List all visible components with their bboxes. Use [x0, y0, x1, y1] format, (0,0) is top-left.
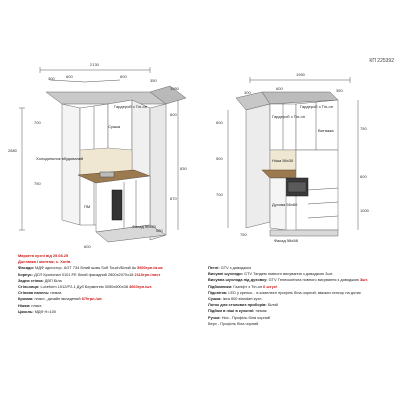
r-label-facade: Фасад 58х58	[274, 238, 298, 243]
right-value: GTV Тандем повного висування з доводжою 3шт.	[244, 271, 333, 277]
l-dim-side-a: 750	[34, 181, 41, 186]
left-key: Стільниця:	[18, 284, 41, 290]
l-label-wardrobe: Гардероб з Тіп-он	[114, 104, 147, 109]
left-value: пласт., дизайн вкладений	[34, 296, 81, 302]
l-dim-total-height: 2880	[8, 148, 17, 153]
left-value: Luxeform L512/P2-1 Дуб Бермінгем 3050х600х38	[40, 284, 128, 290]
spec-title-2: Доставка і монтаж: с. Хотів	[18, 259, 71, 265]
right-value: немає	[255, 308, 267, 314]
left-price: 5800грн./м.кв	[136, 265, 163, 271]
r-dim-top-width: 1950	[296, 72, 305, 77]
left-key: Задня стінка:	[18, 277, 45, 283]
right-key: Висувні шухляди:	[208, 271, 245, 277]
right-key: Петлі:	[208, 265, 221, 270]
right-key: Підйом в ніші в кухонні:	[208, 308, 256, 314]
r-dim-right-width: 350	[336, 88, 343, 93]
r-label-wardrobe-left: Гардероб з Тіп-он	[272, 114, 305, 119]
right-highlight: 6 штук!	[262, 283, 278, 289]
l-dim-upper-gap: 600	[66, 74, 73, 79]
r-dim-h4: 750	[360, 126, 367, 131]
r-label-oven-niche: Ніша 56х30	[272, 158, 294, 163]
l-dim-bottom-right: 580	[156, 228, 163, 233]
l-label-dryer: Сушка	[108, 124, 121, 129]
left-row	[18, 309, 198, 315]
r-dim-depth-b: 1000	[360, 208, 369, 213]
right-row	[208, 321, 398, 327]
right-value: Газліфт з Тіп-он	[233, 283, 263, 289]
l-label-fridge: Холодильник вбудований	[36, 156, 84, 161]
l-dim-upper-right-depth: 350	[150, 78, 157, 83]
left-key: Стінова панель:	[18, 290, 51, 296]
right-value: Низ - Профіль біла чорний	[221, 314, 270, 320]
right-value: Білий	[267, 302, 278, 308]
spec-right-list	[208, 265, 398, 327]
left-value: МДФ одностор. AGT 734 білий шовк Soft Touch/Білий Ак	[35, 265, 137, 271]
left-key: Кромка:	[18, 296, 35, 302]
right-value: LED у крепко... в комплекті профіль біла-чорний, вмикач сенсор на дотик	[228, 289, 361, 295]
right-highlight: 3шт.	[358, 277, 369, 283]
right-key: Висувна шухляда під духовку:	[208, 277, 269, 283]
l-label-pm: ПМ	[84, 204, 91, 209]
right-key: Підйомники:	[208, 283, 234, 289]
left-value: ДВП Біла	[44, 277, 62, 283]
l-dim-upper-right-width: 600	[120, 74, 127, 79]
l-dim-side-b: 600	[170, 112, 177, 117]
left-price: 870грн./шт.	[80, 296, 103, 302]
left-key: Цоколь:	[18, 308, 35, 314]
l-dim-upper-left-depth: 300	[48, 76, 55, 81]
r-dim-mid: 600	[276, 86, 283, 91]
l-dim-top-right: 1950	[170, 86, 179, 91]
order-number: КП 225392	[369, 58, 394, 64]
r-dim-h2: 500	[216, 156, 223, 161]
left-value: немає	[50, 290, 62, 296]
l-label-facade: Фасад 50х50	[132, 224, 156, 229]
right-key: Сушка:	[208, 296, 223, 302]
right-key: Лоток для столових приборів:	[208, 302, 268, 308]
r-label-oven: Духова 56х60	[272, 202, 298, 207]
right-key: Підсвітка:	[208, 289, 229, 295]
r-dim-h1: 600	[216, 120, 223, 125]
r-dim-bottom: 750	[240, 232, 247, 237]
right-value: Верх - Профіль біла чорний	[208, 320, 259, 326]
r-dim-left-depth: 300	[244, 90, 251, 95]
l-dim-top-width: 2130	[90, 62, 99, 67]
spec-title-1: Маркета кухні від 25.08.25	[18, 253, 69, 258]
left-price: 2110грн./лист	[133, 271, 161, 277]
l-dim-side-d: 870	[170, 196, 177, 201]
right-kitchen-drawing	[228, 77, 358, 236]
r-label-hood: Витяжка	[318, 128, 334, 133]
left-value: пласт.	[31, 302, 43, 308]
left-kitchen-drawing	[19, 67, 186, 242]
r-dim-h3: 700	[216, 192, 223, 197]
right-key: Ручки:	[208, 314, 222, 320]
left-price: 3660грн./шт.	[128, 284, 153, 290]
right-value: GTV з доводжою	[220, 265, 252, 270]
l-dim-side-c: 830	[180, 166, 187, 171]
left-key: Фасади:	[18, 265, 36, 271]
l-dim-base-width: 600	[84, 244, 91, 249]
left-key: Ніжки:	[18, 302, 32, 308]
right-value: Ікеа 600 standart кухн.	[222, 296, 263, 302]
r-label-wardrobe-right: Гардероб з Тіп-он	[300, 104, 333, 109]
r-dim-depth-a: 600	[360, 174, 367, 179]
l-dim-upper-height: 700	[34, 120, 41, 125]
right-value: GTV Телескопічна повного висування з доводжою	[268, 277, 359, 283]
spec-left-list	[18, 253, 198, 315]
left-value: ДСП Кронопан 0101 РЕ білий фасадний 2800х2070х18	[34, 271, 134, 277]
left-value: МДФ Н=100	[34, 308, 57, 314]
left-key: Корпус:	[18, 271, 35, 277]
